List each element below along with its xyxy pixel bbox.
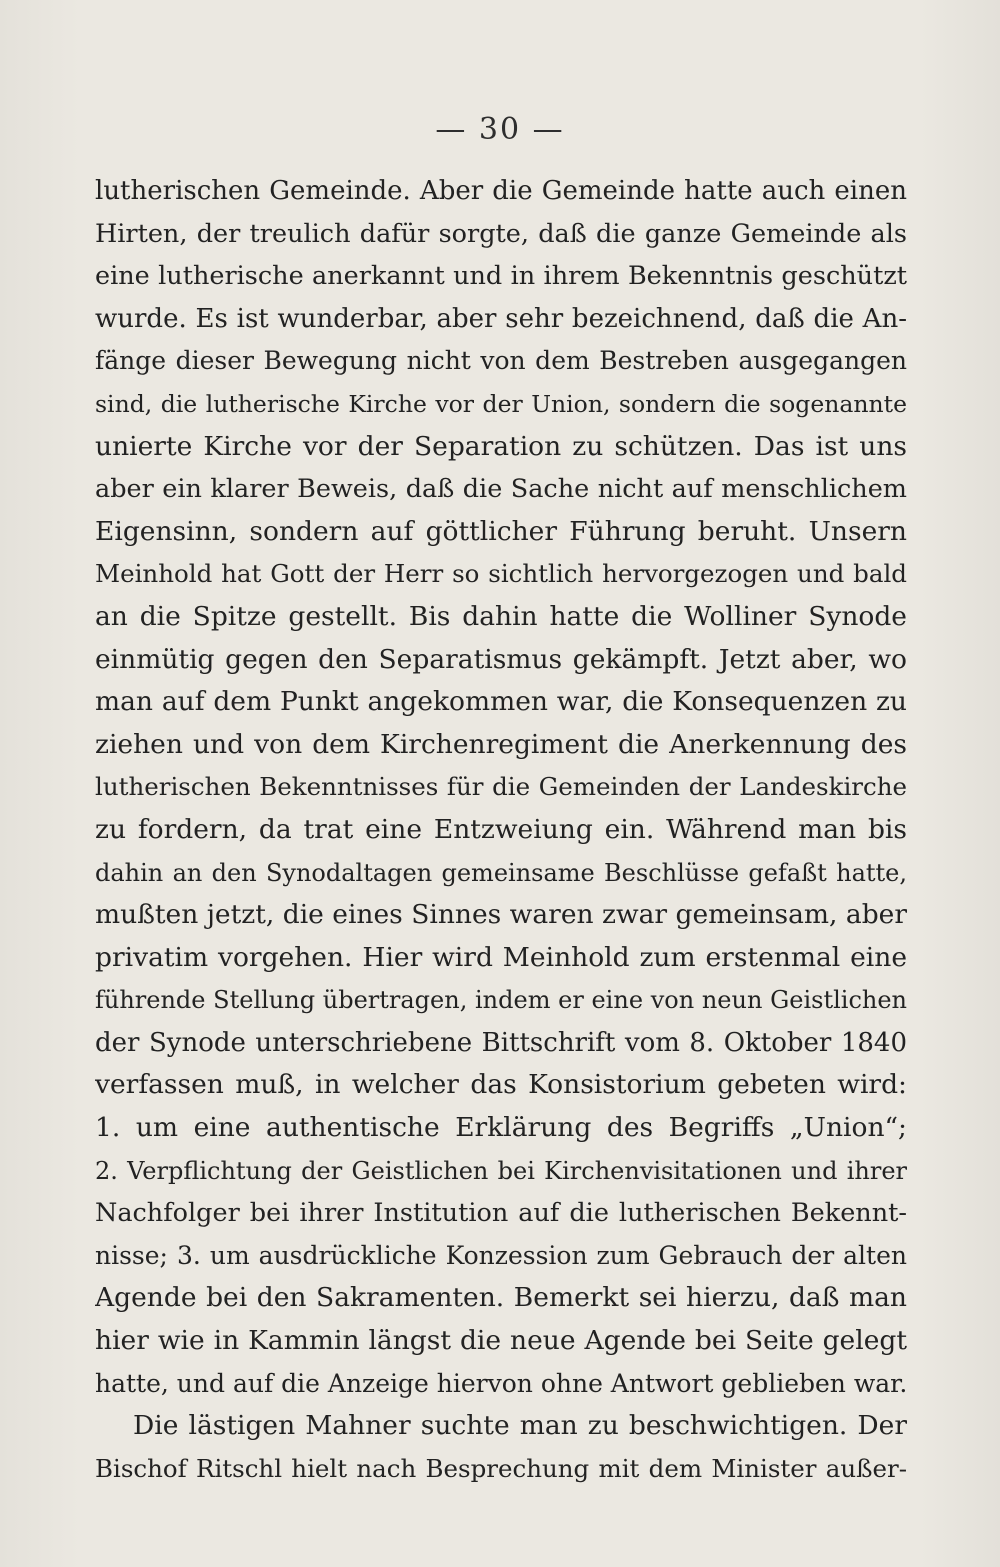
text-line: zu fordern, da trat eine Entzweiung ein. Während man bis <box>95 813 907 845</box>
text-line: ziehen und von dem Kirchenregiment die Anerkennung des <box>95 728 907 760</box>
text-line: 1. um eine authentische Erklärung des Begriffs „Union“; <box>95 1112 907 1144</box>
text-line: Bischof Ritschl hielt nach Besprechung mit dem Minister außer- <box>95 1453 907 1483</box>
text-line: an die Spitze gestellt. Bis dahin hatte die Wolliner Synode <box>95 600 907 632</box>
text-line: Hirten, der treulich dafür sorgte, daß die ganze Gemeinde als <box>95 218 907 249</box>
text-line: lutherischen Gemeinde. Aber die Gemeinde hatte auch einen <box>95 176 907 206</box>
text-line: unierte Kirche vor der Separation zu schützen. Das ist uns <box>95 430 907 462</box>
text-line: hatte, und auf die Anzeige hiervon ohne Antwort geblieben war. <box>95 1368 907 1398</box>
text-line: aber ein klarer Beweis, daß die Sache nicht auf menschlichem <box>95 474 907 505</box>
body-text <box>95 170 907 1490</box>
text-line: 2. Verpflichtung der Geistlichen bei Kirchenvisitationen und ihrer <box>95 1156 907 1185</box>
text-line: hier wie in Kammin längst die neue Agende bei Seite gelegt <box>95 1325 907 1357</box>
text-line: eine lutherische anerkannt und in ihrem Bekenntnis geschützt <box>95 261 907 292</box>
text-line: Agende bei den Sakramenten. Bemerkt sei hierzu, daß man <box>95 1282 907 1314</box>
text-line: Meinhold hat Gott der Herr so sichtlich hervorgezogen und bald <box>95 559 907 589</box>
text-line: fänge dieser Bewegung nicht von dem Bestreben ausgegangen <box>95 346 907 376</box>
text-line: sind, die lutherische Kirche vor der Union, sondern die sogenannte <box>95 389 907 418</box>
page-number: — 30 — <box>435 112 565 147</box>
text-line: lutherischen Bekenntnisses für die Gemeinden der Landeskirche <box>95 772 907 802</box>
text-line: verfassen muß, in welcher das Konsistorium gebeten wird: <box>95 1069 907 1101</box>
text-line: wurde. Es ist wunderbar, aber sehr bezeichnend, daß die An- <box>95 303 907 334</box>
text-line: der Synode unterschriebene Bittschrift vom 8. Oktober 1840 <box>95 1027 907 1058</box>
text-line: führende Stellung übertragen, indem er eine von neun Geistlichen <box>95 986 907 1015</box>
text-line: privatim vorgehen. Hier wird Meinhold zum erstenmal eine <box>95 941 907 973</box>
text-line: dahin an den Synodaltagen gemeinsame Beschlüsse gefaßt hatte, <box>95 858 907 887</box>
text-line: einmütig gegen den Separatismus gekämpft. Jetzt aber, wo <box>95 643 907 675</box>
text-line: Nachfolger bei ihrer Institution auf die lutherischen Bekennt- <box>95 1198 907 1229</box>
text-line: mußten jetzt, die eines Sinnes waren zwar gemeinsam, aber <box>95 899 907 931</box>
text-line: nisse; 3. um ausdrückliche Konzession zum Gebrauch der alten <box>95 1240 907 1270</box>
text-line: Eigensinn, sondern auf göttlicher Führung beruht. Unsern <box>95 515 907 547</box>
text-line: Die lästigen Mahner suchte man zu beschwichtigen. Der <box>133 1410 907 1442</box>
text-line: man auf dem Punkt angekommen war, die Konsequenzen zu <box>95 686 907 718</box>
